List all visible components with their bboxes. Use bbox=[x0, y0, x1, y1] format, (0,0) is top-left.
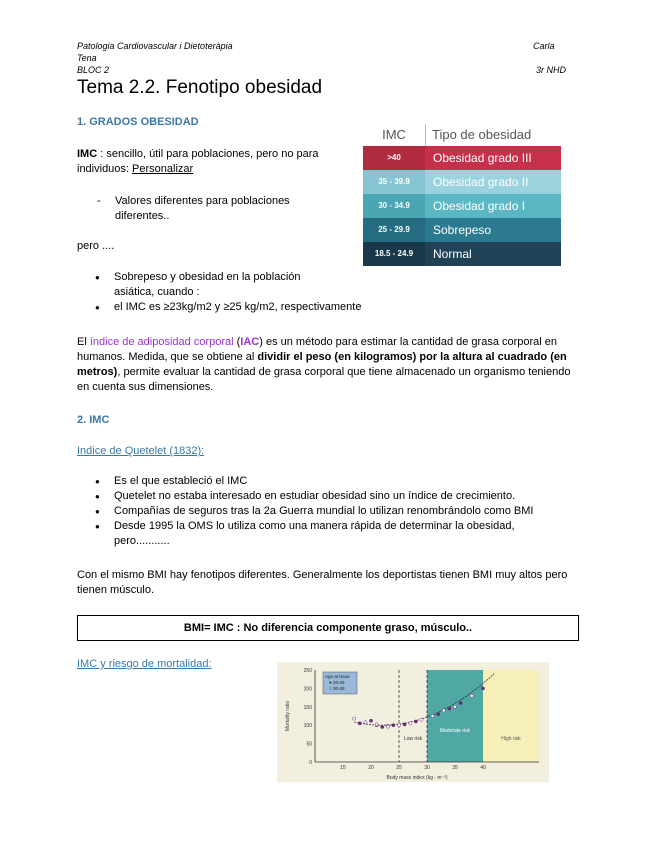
imc-bullet-list bbox=[77, 474, 577, 549]
header-author: Carla bbox=[533, 41, 555, 51]
imc-bold: IMC bbox=[77, 148, 98, 160]
data-point bbox=[403, 723, 406, 726]
bmi-label: Obesidad grado II bbox=[433, 175, 529, 189]
bmi-label: Normal bbox=[433, 247, 472, 261]
y-tick-label: 100 bbox=[303, 723, 312, 730]
iac-link[interactable]: índice de adiposidad corporal bbox=[89, 336, 234, 348]
bmi-label: Obesidad grado III bbox=[433, 151, 532, 165]
mortality-chart bbox=[277, 662, 549, 782]
pero-text: pero .... bbox=[77, 240, 115, 252]
iac-abbr: IAC bbox=[240, 336, 260, 348]
bmi-range: 30 - 34.9 bbox=[363, 194, 425, 218]
data-point bbox=[381, 725, 384, 728]
imc-text: : sencillo, útil para poblaciones, pero no para individuos: bbox=[77, 148, 319, 175]
data-point bbox=[437, 713, 440, 716]
iac-bold: dividir el peso (en kilogramos) por la altura al cuadrado (en metros) bbox=[77, 351, 567, 378]
data-point bbox=[414, 720, 417, 723]
header-bloc: BLOC 2 bbox=[77, 65, 110, 75]
bmi-label: Sobrepeso bbox=[433, 223, 492, 237]
bmi-note-box: BMI= IMC : No diferencia componente graso, músculo.. bbox=[77, 615, 579, 641]
quetelet-link[interactable]: Indice de Quetelet (1832): bbox=[77, 445, 205, 457]
y-tick-label: 50 bbox=[306, 741, 312, 748]
data-point bbox=[420, 718, 423, 721]
iac-mid: ) es un método para estimar la cantidad de grasa corporal en humanos. Medida, que se obtiene al bbox=[77, 336, 558, 363]
data-point bbox=[364, 721, 367, 724]
data-point bbox=[481, 687, 484, 690]
data-point bbox=[358, 722, 361, 725]
list-item: ● Compañías de seguros tras la 2a Guerra mundial lo utilizan renombrándolo como BMI bbox=[77, 504, 577, 519]
zone-moderate bbox=[427, 670, 483, 762]
bmi-row-grado3 bbox=[363, 146, 561, 170]
zone-high bbox=[483, 670, 539, 762]
bmi-row-normal bbox=[363, 242, 561, 266]
y-tick-label: 250 bbox=[303, 668, 312, 674]
zone-label-high: High risk bbox=[501, 736, 521, 742]
bmi-row-grado2 bbox=[363, 170, 561, 194]
dash-item: Valores diferentes para poblaciones diferentes.. bbox=[115, 195, 290, 222]
y-axis-label: Mortality ratio bbox=[285, 700, 291, 732]
data-point bbox=[369, 719, 372, 722]
legend-entry: ○ 30-39 bbox=[329, 686, 345, 691]
data-point bbox=[448, 707, 451, 710]
x-tick-label: 30 bbox=[424, 765, 430, 771]
bmi-range: 25 - 29.9 bbox=[363, 218, 425, 242]
data-point bbox=[459, 702, 462, 705]
header-group: 3r NHD bbox=[536, 65, 567, 75]
data-point bbox=[375, 723, 378, 726]
personalizar-link[interactable]: Personalizar bbox=[132, 163, 194, 175]
data-point bbox=[397, 724, 400, 727]
header-sub: Tena bbox=[77, 53, 97, 63]
data-point bbox=[431, 714, 434, 717]
imc-paragraph bbox=[77, 147, 342, 177]
zone-label-low: Low risk bbox=[403, 736, 423, 742]
bmi-col-tipo: Tipo de obesidad bbox=[425, 124, 561, 146]
bmi-classification-table bbox=[363, 124, 561, 272]
legend-title: Age at issue bbox=[325, 674, 350, 679]
section-heading-imc: 2. IMC bbox=[77, 414, 110, 426]
data-point bbox=[409, 722, 412, 725]
y-tick-label: 0 bbox=[309, 760, 312, 766]
list-item: ● Desde 1995 la OMS lo utiliza como una manera rápida de determinar la obesidad, pero........... bbox=[77, 519, 554, 549]
list-item: ● el IMC es ≥23kg/m2 y ≥25 kg/m2, respectivamente bbox=[77, 300, 387, 315]
bmi-col-imc: IMC bbox=[382, 127, 406, 142]
x-tick-label: 35 bbox=[452, 765, 458, 771]
y-tick-label: 150 bbox=[303, 704, 312, 711]
bmi-row-sobrepeso bbox=[363, 218, 561, 242]
dash-marker: - bbox=[97, 195, 101, 207]
iac-pre: El bbox=[77, 336, 90, 348]
fenotipos-paragraph: Con el mismo BMI hay fenotipos diferentes. Generalmente los deportistas tienen BMI muy altos pero tienen músculo. bbox=[77, 569, 568, 596]
section-heading-grados: 1. GRADOS OBESIDAD bbox=[77, 116, 199, 128]
data-point bbox=[470, 694, 473, 697]
bmi-range: >40 bbox=[363, 146, 425, 170]
header-course: Patologia Cardiovascular i Dietoteràpia bbox=[77, 41, 233, 51]
iac-paragraph bbox=[77, 335, 577, 395]
y-tick-label: 200 bbox=[303, 686, 312, 693]
bmi-table-header bbox=[363, 124, 561, 146]
bmi-label: Obesidad grado I bbox=[433, 199, 526, 213]
x-tick-label: 40 bbox=[480, 765, 486, 771]
data-point bbox=[386, 725, 389, 728]
x-axis-label: Body mass index (kg · m⁻²) bbox=[386, 775, 448, 781]
bmi-range: 35 - 39.9 bbox=[363, 170, 425, 194]
bmi-range: 18.5 - 24.9 bbox=[363, 242, 425, 266]
riesgo-link[interactable]: IMC y riesgo de mortalidad: bbox=[77, 658, 212, 670]
x-tick-label: 20 bbox=[368, 765, 374, 771]
iac-end: , permite evaluar la cantidad de grasa corporal que tiene almacenado un organismo teniendo en cuenta sus dimensiones. bbox=[77, 366, 571, 393]
iac-paren: ( bbox=[233, 336, 241, 348]
data-point bbox=[453, 705, 456, 708]
legend-entry: ● 20-29 bbox=[329, 680, 345, 685]
data-point bbox=[442, 709, 445, 712]
zone-label-moderate: Moderate risk bbox=[439, 728, 471, 734]
asia-bullet-list bbox=[77, 270, 387, 315]
list-item: ● Sobrepeso y obesidad en la población asiática, cuando : bbox=[77, 270, 329, 300]
data-point bbox=[392, 724, 395, 727]
bmi-row-grado1 bbox=[363, 194, 561, 218]
x-tick-label: 15 bbox=[340, 765, 346, 771]
mortality-chart-svg bbox=[277, 662, 549, 782]
list-item: ● Quetelet no estaba interesado en estudiar obesidad sino un índice de crecimiento. bbox=[77, 489, 577, 504]
page-title: Tema 2.2. Fenotipo obesidad bbox=[77, 77, 323, 98]
x-tick-label: 25 bbox=[396, 765, 402, 771]
list-item: ● Es el que estableció el IMC bbox=[77, 474, 577, 489]
data-point bbox=[353, 717, 356, 720]
